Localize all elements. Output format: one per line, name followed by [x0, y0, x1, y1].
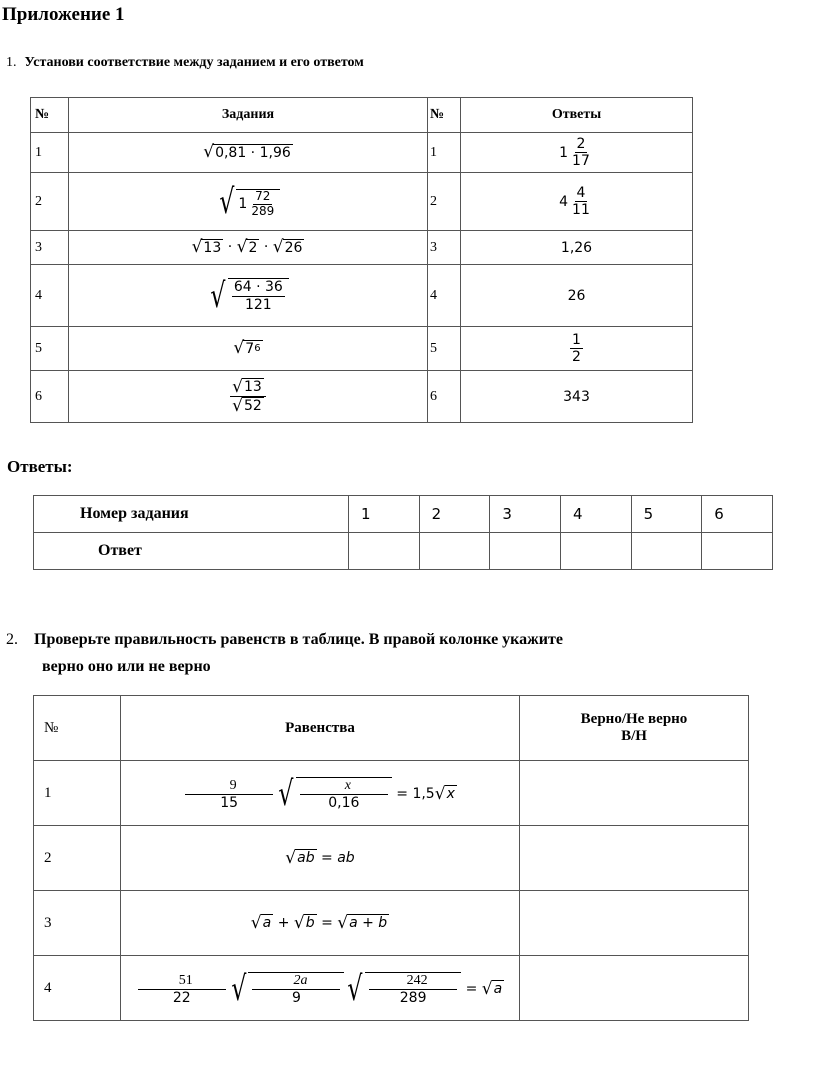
table-row	[31, 133, 693, 173]
header-answers: Ответы	[461, 98, 693, 133]
check-cell[interactable]	[520, 761, 749, 826]
answer-grid-numbers	[34, 496, 773, 533]
answer-cell[interactable]	[349, 533, 420, 570]
matching-table-header	[31, 98, 693, 133]
equality-expression: √ a + √ b = √ a + b	[121, 891, 520, 956]
header-num: №	[31, 98, 69, 133]
page-title: Приложение 1	[2, 4, 125, 25]
answer-cell[interactable]	[419, 533, 490, 570]
row-number: 4	[31, 265, 69, 327]
equalities-table	[33, 695, 749, 1021]
table-row	[34, 956, 749, 1021]
answer-value: $\frac{1}{2}$	[461, 327, 693, 371]
task-expression: √ 7 6	[69, 327, 428, 371]
table-row	[34, 891, 749, 956]
header-equalities: Равенства	[121, 696, 520, 761]
equality-expression: √ ab = ab	[121, 826, 520, 891]
answer-value: 1,26	[461, 231, 693, 265]
task-number: 6	[702, 496, 773, 533]
answer-grid-answers	[34, 533, 773, 570]
table-row	[31, 173, 693, 231]
table-row	[31, 231, 693, 265]
header-num2: №	[428, 98, 461, 133]
task2-heading	[6, 626, 563, 680]
header-tasks: Задания	[69, 98, 428, 133]
answer-number: 5	[428, 327, 461, 371]
row-number: 4	[34, 956, 121, 1021]
answer-number: 4	[428, 265, 461, 327]
task-number: 2	[419, 496, 490, 533]
answer-value: 26	[461, 265, 693, 327]
task1-text: Установи соответствие между заданием и его ответом	[24, 55, 364, 70]
sqrt-icon: √	[203, 142, 215, 163]
answer-value: 1 $\frac{2}{17}$	[461, 133, 693, 173]
table-row	[34, 761, 749, 826]
task-number: 3	[490, 496, 561, 533]
header-check: Верно/Не верно В/Н	[520, 696, 749, 761]
answer-value: 4 $\frac{4}{11}$	[461, 173, 693, 231]
equality-expression: $\frac{9}{15}$ √ $\frac{x}{0,16}$ = 1,5 √ x	[121, 761, 520, 826]
task-expression: √ 1 $\frac{72}{289}$	[69, 173, 428, 231]
answers-heading: Ответы:	[7, 457, 73, 476]
answer-cell[interactable]	[702, 533, 773, 570]
answer-value: 343	[461, 371, 693, 423]
row-number: 3	[34, 891, 121, 956]
task-number: 5	[631, 496, 702, 533]
table-row	[31, 371, 693, 423]
row-number: 5	[31, 327, 69, 371]
answer-label: Ответ	[34, 533, 349, 570]
task2-text-line1: Проверьте правильность равенств в таблице. В правой колонке укажите	[34, 631, 563, 648]
task-expression: √ $\frac{64 \cdot 36}{121}$	[69, 265, 428, 327]
table-row	[31, 327, 693, 371]
task2-text-line2: верно оно или не верно	[42, 658, 211, 676]
check-cell[interactable]	[520, 826, 749, 891]
check-cell[interactable]	[520, 891, 749, 956]
header-num: №	[34, 696, 121, 761]
task1-heading	[6, 55, 364, 71]
row-number: 1	[34, 761, 121, 826]
task1-number: 1.	[6, 55, 17, 70]
answer-cell[interactable]	[631, 533, 702, 570]
task-expression: √ 13 √ 52	[69, 371, 428, 423]
task2-number: 2.	[6, 631, 18, 648]
equality-expression: $\frac{51}{22}$ √ $\frac{2a}{9}$ √ $\frac{242}{289}$ = √ a	[121, 956, 520, 1021]
answer-cell[interactable]	[490, 533, 561, 570]
answer-cell[interactable]	[560, 533, 631, 570]
task-expression: √ 0,81 · 1,96	[69, 133, 428, 173]
task-number: 4	[560, 496, 631, 533]
answer-number: 2	[428, 173, 461, 231]
sqrt-icon: √	[210, 275, 226, 316]
row-number: 2	[34, 826, 121, 891]
row-number: 6	[31, 371, 69, 423]
answer-number: 6	[428, 371, 461, 423]
row-number: 3	[31, 231, 69, 265]
table-row	[31, 265, 693, 327]
check-cell[interactable]	[520, 956, 749, 1021]
row-number: 2	[31, 173, 69, 231]
equalities-header	[34, 696, 749, 761]
task-number: 1	[349, 496, 420, 533]
answer-grid	[33, 495, 773, 570]
task-number-label: Номер задания	[34, 496, 349, 533]
sqrt-icon: √	[219, 181, 235, 222]
task-expression: √ 13 · √ 2 · √ 26	[69, 231, 428, 265]
answer-number: 1	[428, 133, 461, 173]
matching-table	[30, 97, 693, 423]
row-number: 1	[31, 133, 69, 173]
table-row	[34, 826, 749, 891]
answer-number: 3	[428, 231, 461, 265]
